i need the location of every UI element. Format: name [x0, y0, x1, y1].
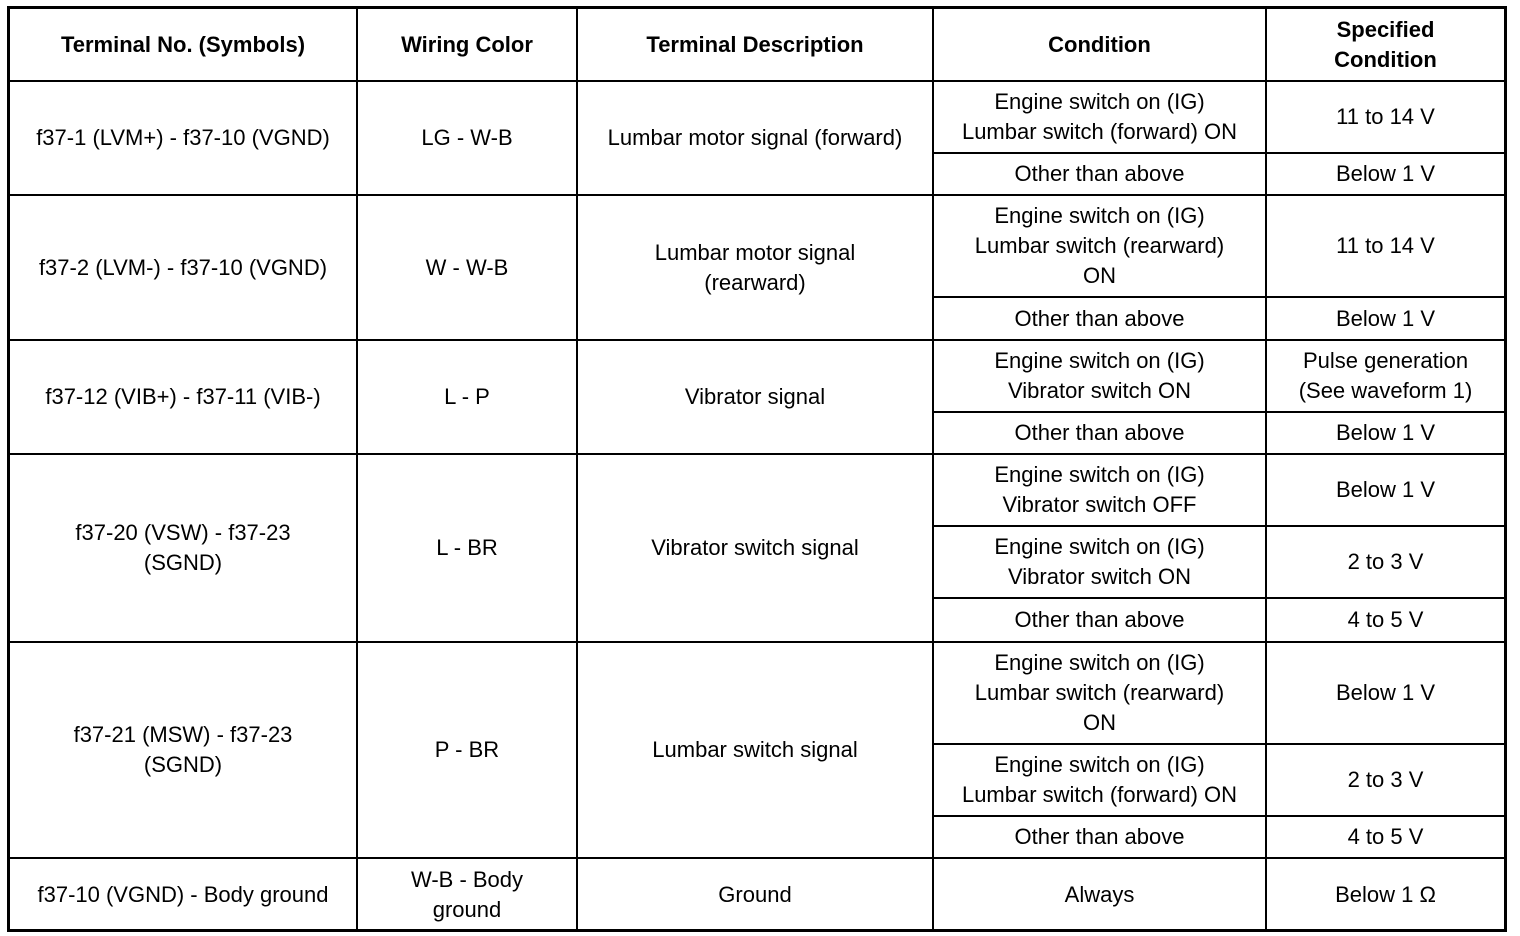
description-cell: Lumbar switch signal [577, 642, 933, 858]
terminal-cell: f37-10 (VGND) - Body ground [10, 858, 357, 930]
description-cell: Lumbar motor signal (rearward) [577, 195, 933, 340]
description-cell: Vibrator signal [577, 340, 933, 454]
terminal-cell: f37-1 (LVM+) - f37-10 (VGND) [10, 81, 357, 195]
table-row [10, 340, 1504, 412]
specified-cell: Below 1 V [1266, 642, 1504, 744]
wiring-cell: W - W-B [357, 195, 577, 340]
specified-cell: 2 to 3 V [1266, 744, 1504, 816]
condition-cell: Other than above [933, 816, 1266, 858]
header-specified-condition: Specified Condition [1266, 9, 1504, 81]
specified-cell: 4 to 5 V [1266, 598, 1504, 642]
wiring-cell: LG - W-B [357, 81, 577, 195]
description-cell: Lumbar motor signal (forward) [577, 81, 933, 195]
table-row [10, 195, 1504, 297]
header-wiring-color: Wiring Color [357, 9, 577, 81]
terminal-table [10, 9, 1504, 930]
condition-cell: Engine switch on (IG) Vibrator switch ON [933, 340, 1266, 412]
condition-cell: Always [933, 858, 1266, 930]
specified-cell: 11 to 14 V [1266, 195, 1504, 297]
table-row [10, 81, 1504, 153]
specified-cell: Below 1 V [1266, 297, 1504, 340]
condition-cell: Other than above [933, 598, 1266, 642]
condition-cell: Other than above [933, 297, 1266, 340]
specified-cell: Below 1 V [1266, 412, 1504, 454]
specified-cell: 11 to 14 V [1266, 81, 1504, 153]
condition-cell: Engine switch on (IG) Lumbar switch (forward) ON [933, 81, 1266, 153]
terminal-cell: f37-21 (MSW) - f37-23 (SGND) [10, 642, 357, 858]
specified-cell: Below 1 Ω [1266, 858, 1504, 930]
specified-cell: Below 1 V [1266, 454, 1504, 526]
specified-cell: 4 to 5 V [1266, 816, 1504, 858]
terminal-table-frame [7, 6, 1507, 932]
condition-cell: Engine switch on (IG) Lumbar switch (rearward) ON [933, 195, 1266, 297]
condition-cell: Engine switch on (IG) Lumbar switch (forward) ON [933, 744, 1266, 816]
header-condition: Condition [933, 9, 1266, 81]
condition-cell: Engine switch on (IG) Vibrator switch OFF [933, 454, 1266, 526]
wiring-cell: W-B - Body ground [357, 858, 577, 930]
description-cell: Vibrator switch signal [577, 454, 933, 642]
table-row [10, 642, 1504, 744]
condition-cell: Engine switch on (IG) Vibrator switch ON [933, 526, 1266, 598]
header-row [10, 9, 1504, 81]
terminal-cell: f37-20 (VSW) - f37-23 (SGND) [10, 454, 357, 642]
table-row [10, 858, 1504, 930]
specified-cell: 2 to 3 V [1266, 526, 1504, 598]
table-row [10, 454, 1504, 526]
wiring-cell: L - P [357, 340, 577, 454]
wiring-cell: L - BR [357, 454, 577, 642]
description-cell: Ground [577, 858, 933, 930]
condition-cell: Other than above [933, 412, 1266, 454]
condition-cell: Engine switch on (IG) Lumbar switch (rearward) ON [933, 642, 1266, 744]
terminal-cell: f37-12 (VIB+) - f37-11 (VIB-) [10, 340, 357, 454]
specified-cell: Pulse generation (See waveform 1) [1266, 340, 1504, 412]
wiring-cell: P - BR [357, 642, 577, 858]
terminal-cell: f37-2 (LVM-) - f37-10 (VGND) [10, 195, 357, 340]
condition-cell: Other than above [933, 153, 1266, 195]
specified-cell: Below 1 V [1266, 153, 1504, 195]
header-terminal-description: Terminal Description [577, 9, 933, 81]
header-terminal: Terminal No. (Symbols) [10, 9, 357, 81]
